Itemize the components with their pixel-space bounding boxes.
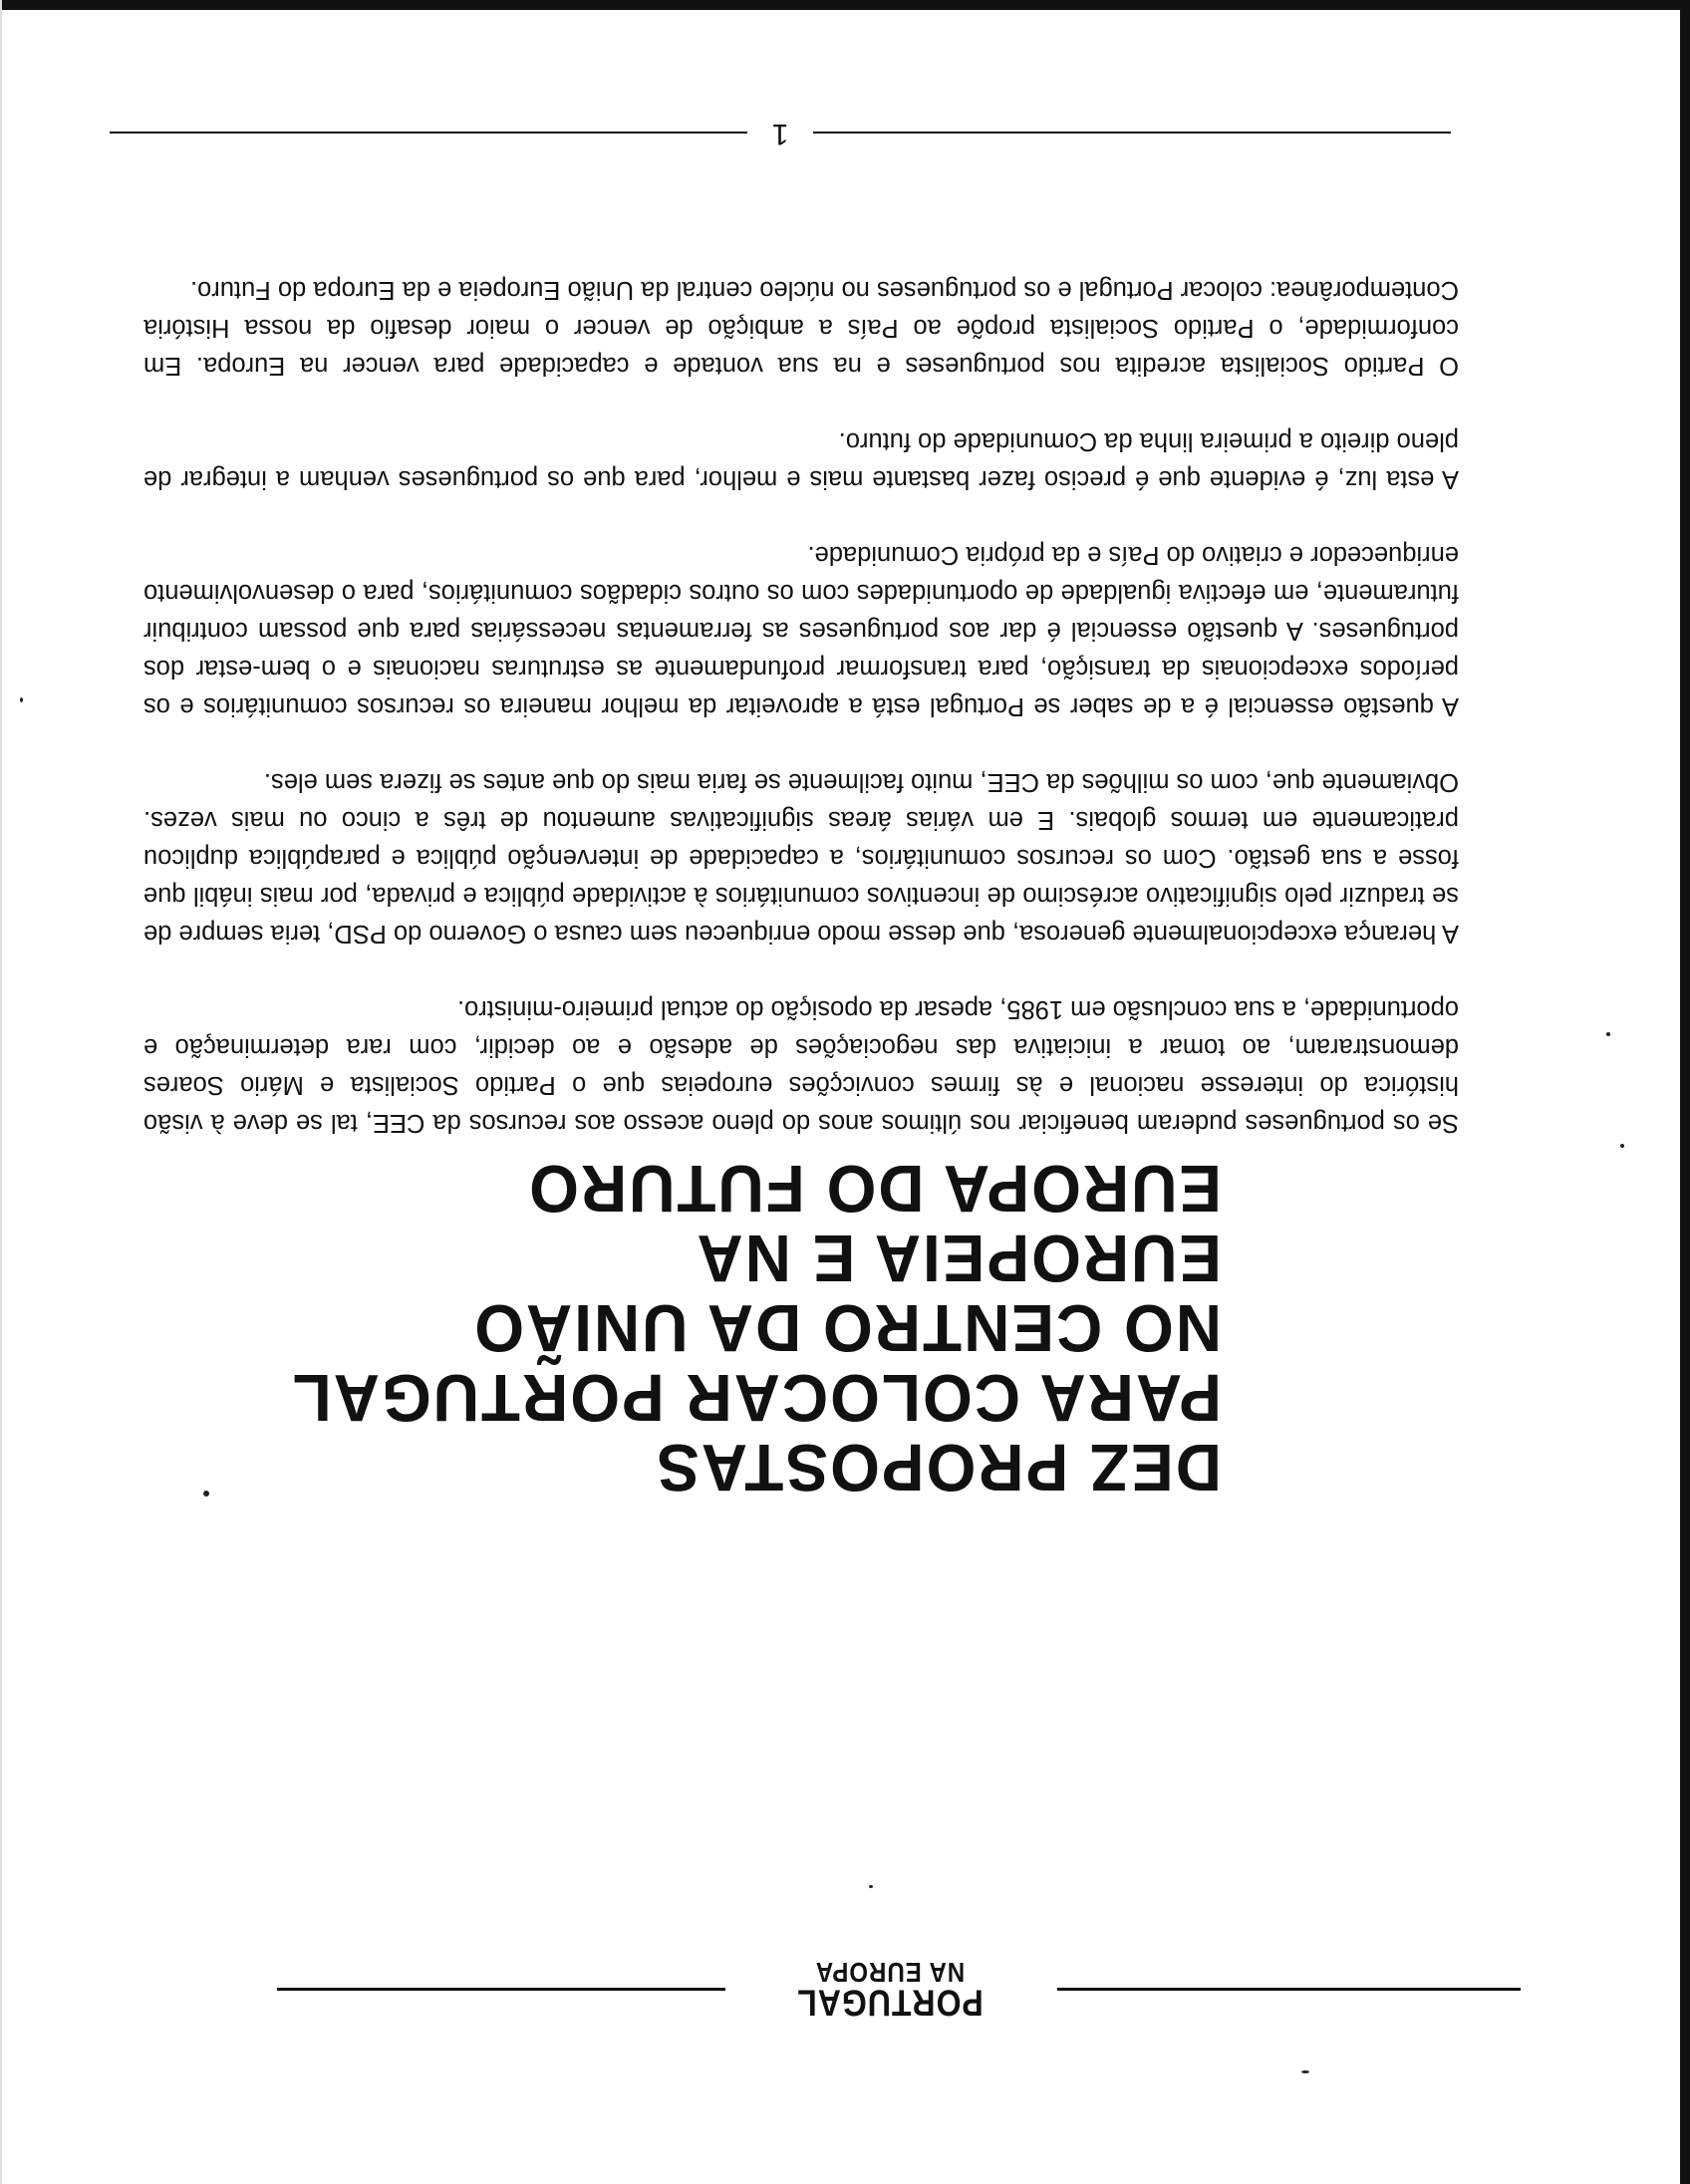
scan-speck: [1606, 1032, 1610, 1036]
masthead-rule-left: [1057, 1988, 1521, 1991]
title-line-1: DEZ PROPOSTAS: [655, 1430, 1222, 1505]
page-number: 1: [771, 118, 789, 150]
scan-speck: [869, 1885, 873, 1888]
masthead-rule-right: [277, 1988, 725, 1991]
title-line-5: EUROPA DO FUTURO: [527, 1151, 1222, 1227]
brand-logo: [735, 1956, 1044, 2024]
brand-line-1: PORTUGAL: [796, 1982, 984, 2024]
paragraph: A esta luz, é evidente que é preciso fazer bastante mais e melhor, para que os portugueses venham a integrar de pleno direito a primeira linha da Comunidade do futuro.: [143, 427, 1459, 493]
scan-speck: [1620, 1144, 1624, 1148]
page-number-footer: [136, 116, 1451, 151]
brand-line-2: NA EUROPA: [814, 1956, 966, 1988]
paragraph: A herança excepcionalmente generosa, que desse modo enriqueceu sem causa o Governo do PSD, teria sempre de se traduzir pelo significativo acréscimo de incentivos comunitários à actividade pública e privada, por mais inábil que fosse a sua gestão. Com os recursos comunitários, a capacidade de intervenção pública e parapública duplicou praticamente em termos globais. E em várias áreas significativas aumentou de três a cinco ou mais vezes. Obviamente que, com os milhões da CEE, muito facilmente se faria mais do que antes se fizera sem eles.: [143, 768, 1459, 948]
title-line-3: NO CENTRO DA UNIÃO: [472, 1290, 1222, 1366]
footer-rule-right: [110, 132, 747, 134]
footer-rule-left: [813, 132, 1451, 134]
title-line-2: PARA COLOCAR PORTUGAL: [290, 1360, 1222, 1436]
scan-speck: [20, 697, 23, 702]
body-text: [143, 271, 1459, 1142]
scan-speck: [203, 1491, 209, 1497]
paragraph: O Partido Socialista acredita nos portugueses e na sua vontade e capacidade para vencer na Europa. Em conformidade, o Partido Socialista propõe ao País a ambição de vencer o maior desafio da nossa História Contemporânea: colocar Portugal e os portugueses no núcleo central da União Europeia e da Europa do Futuro.: [143, 276, 1459, 380]
masthead: [255, 1949, 1550, 2024]
paragraph: A questão essencial é a de saber se Portugal está a aproveitar da melhor maneira os recursos comunitários e os períodos excepcionais da transição, para transformar profundamente as estruturas nacionais e o bem-estar dos portugueses. A questão essencial é dar aos portugueses as ferramentas necessárias para que possam contribuir futuramente, em efectiva igualdade de oportunidades com os outros cidadãos comunitários, para o desenvolvimento enriquecedor e criativo do País e da própria Comunidade.: [143, 541, 1459, 720]
scan-speck: [1301, 2070, 1309, 2073]
title-line-4: EUROPEIA E NA: [695, 1221, 1222, 1296]
paragraph: Se os portugueses puderam beneficiar nos últimos anos do pleno acesso aos recursos da CEE, tal se deve à visão histórica do interesse nacional e às firmes convicções europeias que o Partido Socialista e Mário Soares demonstraram, ao tomar a iniciativa das negociações de adesão e ao decidir, com rara determinação e oportunidade, a sua conclusão em 1985, apesar da oposição do actual primeiro-ministro.: [143, 995, 1459, 1137]
document-title: [290, 1151, 1222, 1505]
